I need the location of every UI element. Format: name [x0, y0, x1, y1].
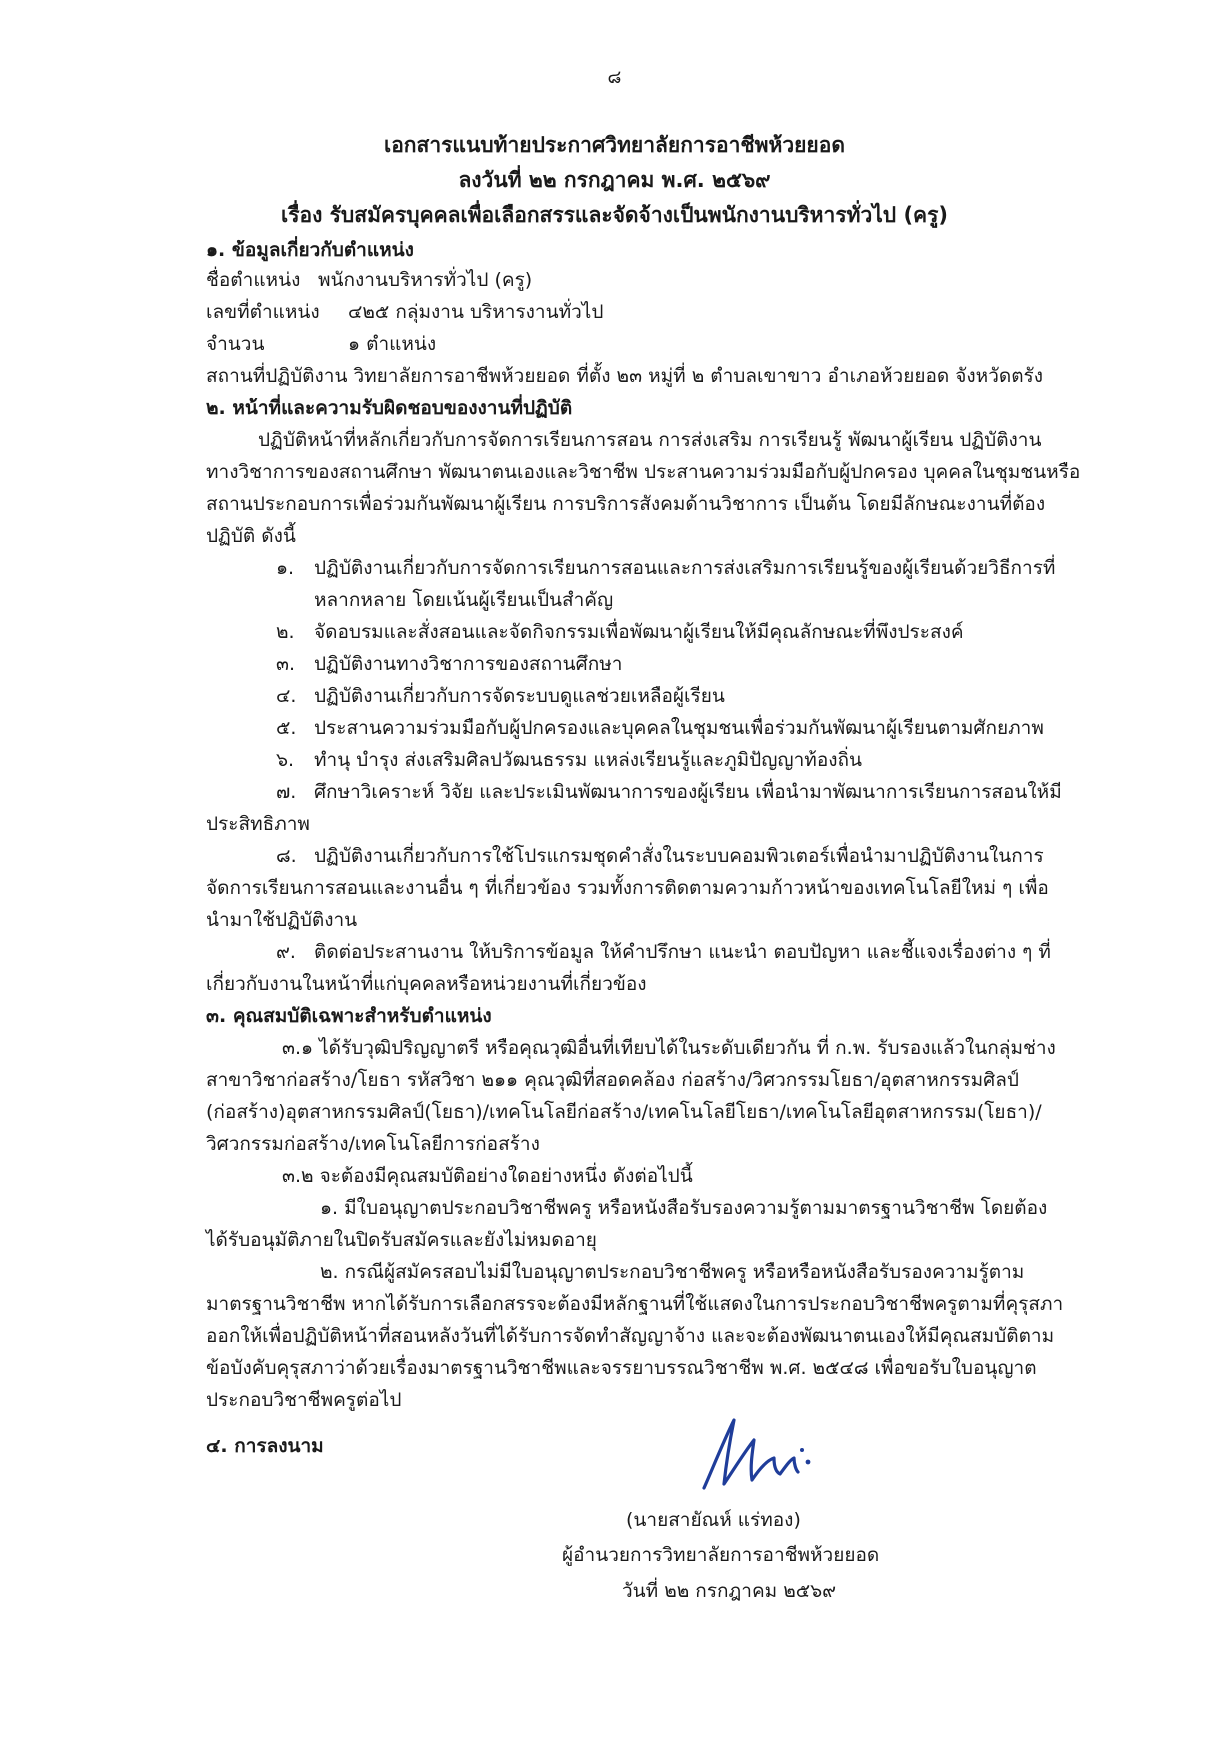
count-value: ๑ ตำแหน่ง [348, 333, 437, 355]
duty-item-number: ๙. [276, 941, 296, 963]
duty-item-number: ๖. [276, 749, 295, 771]
duty-item-text: จัดอบรมและสั่งสอนและจัดกิจกรรมเพื่อพัฒนาผู้เรียนให้มีคุณลักษณะที่พึงประสงค์ [314, 621, 964, 643]
position-no-value: ๔๒๕ กลุ่มงาน บริหารงานทั่วไป [348, 301, 604, 323]
duty-item-text: ปฏิบัติงานทางวิชาการของสถานศึกษา [314, 653, 623, 675]
qualification-3-1-line: วิศวกรรมก่อสร้าง/เทคโนโลยีการก่อสร้าง [206, 1133, 540, 1155]
duty-item-text: ติดต่อประสานงาน ให้บริการข้อมูล ให้คำปรึกษา แนะนำ ตอบปัญหา และชี้แจงเรื่องต่าง ๆ ที่ [314, 941, 1051, 963]
duty-item-text: หลากหลาย โดยเน้นผู้เรียนเป็นสำคัญ [314, 589, 614, 611]
qualification-sub1-line: ได้รับอนุมัติภายในปิดรับสมัครและยังไม่หมดอายุ [206, 1229, 597, 1251]
workplace-line: สถานที่ปฏิบัติงาน วิทยาลัยการอาชีพห้วยยอด ที่ตั้ง ๒๓ หมู่ที่ ๒ ตำบลเขาขาว อำเภอห้วยยอด จังหวัดตรัง [206, 365, 1044, 387]
section1-heading: ๑. ข้อมูลเกี่ยวกับตำแหน่ง [206, 239, 414, 261]
section2-intro-line: ปฏิบัติ ดังนี้ [206, 525, 296, 547]
duty-item-number: ๕. [276, 717, 297, 739]
section2-intro-line: ปฏิบัติหน้าที่หลักเกี่ยวกับการจัดการเรียนการสอน การส่งเสริม การเรียนรู้ พัฒนาผู้เรียน ปฏิบัติงาน [258, 429, 1042, 451]
position-name-value: พนักงานบริหารทั่วไป (ครู) [318, 269, 533, 291]
qualification-3-1-line: สาขาวิชาก่อสร้าง/โยธา รหัสวิชา ๒๑๑ คุณวุฒิที่สอดคล้อง ก่อสร้าง/วิศวกรรมโยธา/อุตสาหกรรมศิลป์ [206, 1069, 1019, 1091]
qualification-sub2-line: ข้อบังคับคุรุสภาว่าด้วยเรื่องมาตรฐานวิชาชีพและจรรยาบรรณวิชาชีพ พ.ศ. ๒๕๔๘ เพื่อขอรับใบอนุญาต [206, 1357, 1037, 1379]
section4-heading: ๔. การลงนาม [206, 1435, 324, 1457]
section2-intro-line: ทางวิชาการของสถานศึกษา พัฒนาตนเองและวิชาชีพ ประสานความร่วมมือกับผู้ปกครอง บุคคลในชุมชนหรือ [206, 461, 1081, 483]
page-number: ๘ [607, 67, 622, 88]
duty-item-number: ๔. [276, 685, 297, 707]
header-line-3: เรื่อง รับสมัครบุคคลเพื่อเลือกสรรและจัดจ้างเป็นพนักงานบริหารทั่วไป (ครู) [281, 203, 948, 227]
duty-item-text: ปฏิบัติงานเกี่ยวกับการจัดการเรียนการสอนและการส่งเสริมการเรียนรู้ของผู้เรียนด้วยวิธีการที่ [314, 557, 1056, 579]
header-line-1: เอกสารแนบท้ายประกาศวิทยาลัยการอาชีพห้วยยอด [384, 133, 845, 157]
duty-item-text: เกี่ยวกับงานในหน้าที่แก่บุคคลหรือหน่วยงานที่เกี่ยวข้อง [206, 973, 647, 995]
duty-item-text: ประสานความร่วมมือกับผู้ปกครองและบุคคลในชุมชนเพื่อร่วมกันพัฒนาผู้เรียนตามศักยภาพ [314, 717, 1044, 739]
qualification-3-1-line: (ก่อสร้าง)อุตสาหกรรมศิลป์(โยธา)/เทคโนโลยีก่อสร้าง/เทคโนโลยีโยธา/เทคโนโลยีอุตสาหกรรม(โยธา)/ [206, 1101, 1042, 1123]
qualification-sub2-line: ๒. กรณีผู้สมัครสอบไม่มีใบอนุญาตประกอบวิชาชีพครู หรือหรือหนังสือรับรองความรู้ตาม [320, 1261, 1025, 1283]
signatory-name: (นายสายัณห์ แร่ทอง) [626, 1509, 801, 1531]
position-name-label: ชื่อตำแหน่ง [206, 269, 301, 291]
duty-item-number: ๘. [276, 845, 297, 867]
duty-item-number: ๗. [276, 781, 297, 803]
qualification-3-2-heading: ๓.๒ จะต้องมีคุณสมบัติอย่างใดอย่างหนึ่ง ดังต่อไปนี้ [282, 1165, 693, 1187]
qualification-sub2-line: มาตรฐานวิชาชีพ หากได้รับการเลือกสรรจะต้องมีหลักฐานที่ใช้แสดงในการประกอบวิชาชีพครูตามที่คุรุสภา [206, 1293, 1064, 1315]
duty-item-number: ๒. [276, 621, 295, 643]
duty-item-number: ๑. [276, 557, 295, 579]
count-label: จำนวน [206, 333, 265, 355]
signoff-date: วันที่ ๒๒ กรกฎาคม ๒๕๖๙ [622, 1580, 837, 1602]
duty-item-text: จัดการเรียนการสอนและงานอื่น ๆ ที่เกี่ยวข้อง รวมทั้งการติดตามความก้าวหน้าของเทคโนโลยีใหม่ ๆ เพื่อ [206, 877, 1049, 899]
duty-item-number: ๓. [276, 653, 296, 675]
qualification-3-1-line: ๓.๑ ได้รับวุฒิปริญญาตรี หรือคุณวุฒิอื่นที่เทียบได้ในระดับเดียวกัน ที่ ก.พ. รับรองแล้วในกลุ่มช่าง [282, 1037, 1056, 1059]
duty-item-text: ปฏิบัติงานเกี่ยวกับการใช้โปรแกรมชุดคำสั่งในระบบคอมพิวเตอร์เพื่อนำมาปฏิบัติงานในการ [314, 845, 1044, 867]
qualification-sub2-line: ออกให้เพื่อปฏิบัติหน้าที่สอนหลังวันที่ได้รับการจัดทำสัญญาจ้าง และจะต้องพัฒนาตนเองให้มีคุณสมบัติตาม [206, 1325, 1055, 1347]
qualification-sub2-line: ประกอบวิชาชีพครูต่อไป [206, 1389, 402, 1411]
duty-item-text: ปฏิบัติงานเกี่ยวกับการจัดระบบดูแลช่วยเหลือผู้เรียน [314, 685, 725, 707]
duty-item-text: นำมาใช้ปฏิบัติงาน [206, 909, 358, 931]
duty-item-text: ทำนุ บำรุง ส่งเสริมศิลปวัฒนธรรม แหล่งเรียนรู้และภูมิปัญญาท้องถิ่น [314, 749, 862, 771]
section2-intro-line: สถานประกอบการเพื่อร่วมกันพัฒนาผู้เรียน การบริการสังคมด้านวิชาการ เป็นต้น โดยมีลักษณะงานที่ต้อง [206, 493, 1046, 515]
duty-item-text: ประสิทธิภาพ [206, 813, 310, 835]
duty-item-text: ศึกษาวิเคราะห์ วิจัย และประเมินพัฒนาการของผู้เรียน เพื่อนำมาพัฒนาการเรียนการสอนให้มี [314, 781, 1062, 803]
section2-heading: ๒. หน้าที่และความรับผิดชอบของงานที่ปฏิบัติ [206, 397, 573, 419]
position-no-label: เลขที่ตำแหน่ง [206, 301, 320, 323]
header-line-2: ลงวันที่ ๒๒ กรกฎาคม พ.ศ. ๒๕๖๙ [458, 168, 771, 192]
qualification-sub1-line: ๑. มีใบอนุญาตประกอบวิชาชีพครู หรือหนังสือรับรองความรู้ตามมาตรฐานวิชาชีพ โดยต้อง [320, 1197, 1048, 1219]
signatory-role: ผู้อำนวยการวิทยาลัยการอาชีพห้วยยอด [562, 1544, 880, 1566]
handwritten-signature [690, 1410, 840, 1500]
section3-heading: ๓. คุณสมบัติเฉพาะสำหรับตำแหน่ง [206, 1005, 492, 1027]
